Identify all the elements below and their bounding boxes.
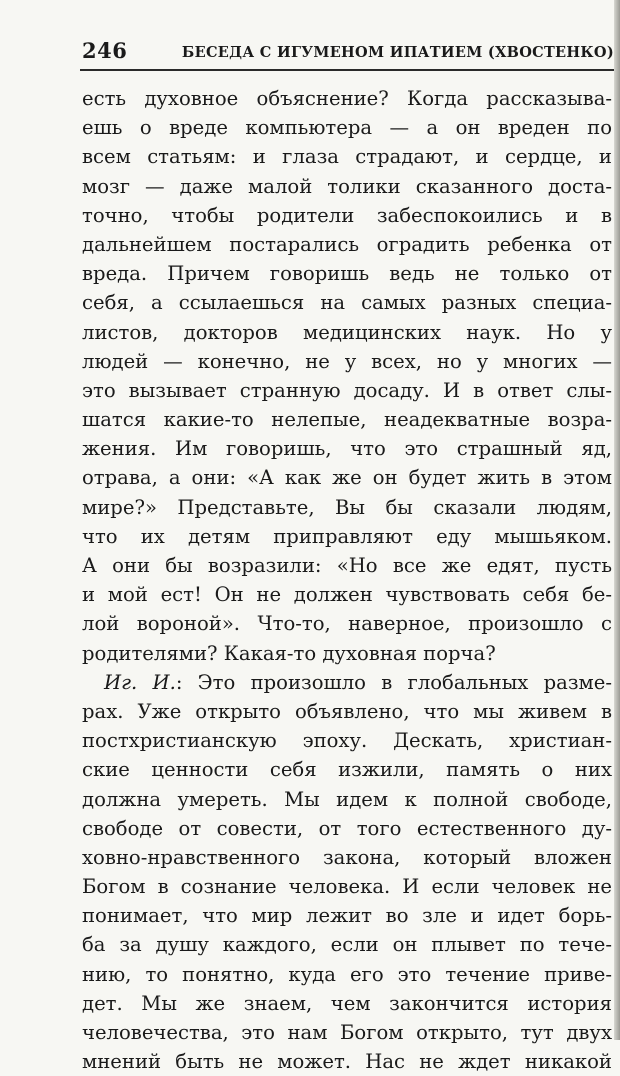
text-line: дальнейшем постарались оградить ребенка от bbox=[82, 232, 612, 256]
speaker-label: Иг. И. bbox=[104, 670, 176, 694]
text-line: родителями? Какая-то духовная порча? bbox=[82, 641, 496, 665]
text-line: ба за душу каждого, если он плывет по тече- bbox=[82, 933, 612, 957]
text-line: ховно-нравственного закона, который вложен bbox=[82, 845, 612, 869]
text-line: ешь о вреде компьютера — а он вреден по bbox=[82, 116, 612, 140]
line-text: : Это произошло в глобальных разме- bbox=[175, 670, 612, 694]
text-line: мире?» Представьте, Вы бы сказали людям, bbox=[82, 495, 612, 519]
text-line: ские ценности себя изжили, память о них bbox=[82, 758, 612, 782]
page-number: 246 bbox=[82, 38, 128, 63]
page-header bbox=[82, 38, 614, 68]
text-line: дет. Мы же знаем, чем закончится история bbox=[82, 991, 612, 1015]
paragraph-question bbox=[82, 84, 612, 668]
text-line: Богом в сознание человека. И если человек не bbox=[82, 875, 612, 899]
text-line: есть духовное объяснение? Когда рассказыва- bbox=[82, 87, 612, 110]
text-line: понимает, что мир лежит во зле и идет борь- bbox=[82, 904, 612, 928]
header-rule bbox=[80, 69, 614, 71]
text-line: жения. Им говоришь, что это страшный яд, bbox=[82, 437, 612, 461]
text-line: мнений быть не может. Нас не ждет никакой bbox=[82, 1050, 612, 1074]
text-line: А они бы возразили: «Но все же едят, пусть bbox=[82, 554, 612, 577]
text-line: постхристианскую эпоху. Дескать, христиан- bbox=[82, 729, 612, 753]
page-edge bbox=[614, 0, 620, 1040]
text-line: рах. Уже открыто объявлено, что мы живем в bbox=[82, 699, 612, 723]
text-line: должна умереть. Мы идем к полной свободе, bbox=[82, 787, 612, 811]
text-line: лой вороной». Что-то, наверное, произошло с bbox=[82, 612, 612, 636]
text-line: и мой ест! Он не должен чувствовать себя бе- bbox=[82, 583, 612, 607]
text-line bbox=[82, 668, 612, 697]
text-line: точно, чтобы родители забеспокоились и в bbox=[82, 203, 612, 227]
text-line: человечества, это нам Богом открыто, тут двух bbox=[82, 1021, 612, 1044]
text-line: отрава, а они: «А как же он будет жить в этом bbox=[82, 466, 612, 490]
text-line: нию, то понятно, куда его это течение приве- bbox=[82, 962, 612, 986]
text-line: всем статьям: и глаза страдают, и сердце, и bbox=[82, 145, 612, 169]
text-line: листов, докторов медицинских наук. Но у bbox=[82, 320, 612, 344]
text-line: себя, а ссылаешься на самых разных специа- bbox=[82, 291, 612, 315]
paragraph-answer bbox=[82, 668, 612, 1076]
text-line: это вызывает странную досаду. И в ответ слы- bbox=[82, 378, 612, 402]
text-line: мозг — даже малой толики сказанного доста- bbox=[82, 174, 612, 198]
body-text bbox=[82, 84, 612, 1076]
text-line: свободе от совести, от того естественного ду- bbox=[82, 816, 612, 840]
text-line: шатся какие-то нелепые, неадекватные возра- bbox=[82, 408, 612, 432]
text-line: людей — конечно, не у всех, но у многих — bbox=[82, 349, 612, 373]
text-line: что их детям приправляют еду мышьяком. bbox=[82, 524, 612, 548]
text-line: вреда. Причем говоришь ведь не только от bbox=[82, 262, 612, 286]
running-head: БЕСЕДА С ИГУМЕНОМ ИПАТИЕМ (ХВОСТЕНКО) bbox=[181, 44, 614, 61]
